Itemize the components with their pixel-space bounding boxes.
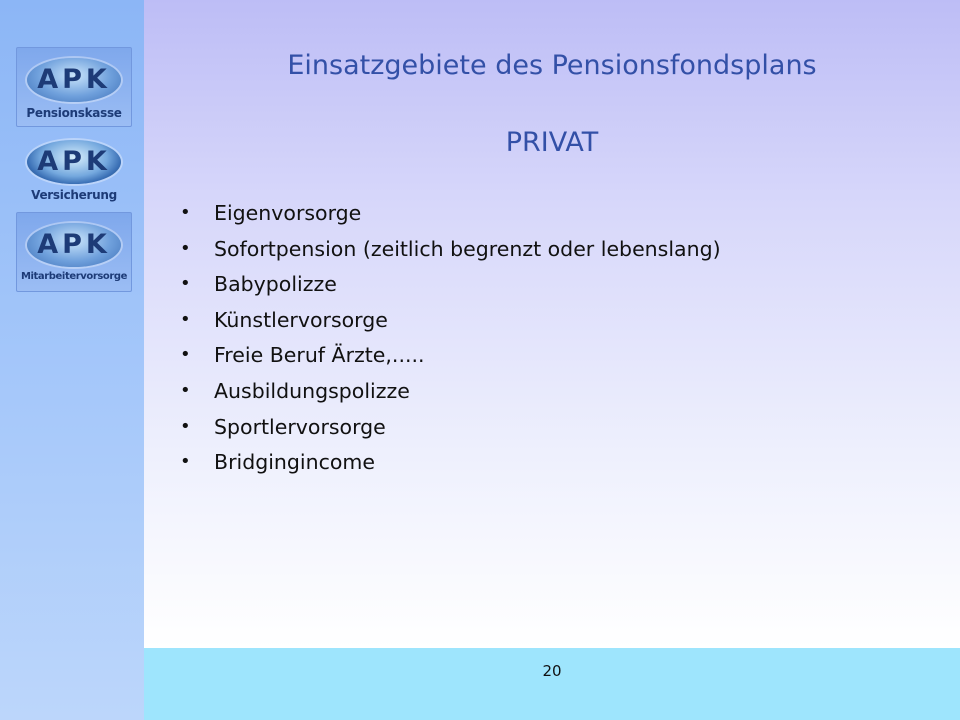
bullet-icon: • <box>180 344 191 366</box>
logo-apk-pensionskasse <box>16 47 132 127</box>
logo-oval <box>27 223 121 267</box>
bullet-icon: • <box>180 237 191 259</box>
bullet-list <box>180 198 721 483</box>
logo-letters: APK <box>37 64 111 95</box>
bullet-icon: • <box>180 451 191 473</box>
logo-oval <box>27 58 121 102</box>
bullet-icon: • <box>180 202 191 223</box>
bullet-icon: • <box>180 308 191 330</box>
bullet-text: Ausbildungspolizze <box>214 378 410 403</box>
bullet-item <box>180 412 721 448</box>
bullet-item <box>180 198 721 234</box>
logo-apk-versicherung <box>16 130 132 210</box>
bullet-icon: • <box>180 273 191 295</box>
slide-title: Einsatzgebiete des Pensionsfondsplans <box>287 50 817 81</box>
bullet-item <box>180 376 721 412</box>
bullet-text: Eigenvorsorge <box>214 201 362 225</box>
bullet-item <box>180 305 721 341</box>
bullet-icon: • <box>180 379 191 401</box>
bullet-text: Babypolizze <box>214 272 337 297</box>
logo-letters: APK <box>37 146 111 177</box>
bullet-icon: • <box>180 415 191 437</box>
logo-subtitle: Mitarbeitervorsorge <box>20 271 128 282</box>
page-number: 20 <box>542 662 562 680</box>
logo-letters: APK <box>37 229 111 260</box>
slide-subtitle: PRIVAT <box>505 127 599 158</box>
footer-bar <box>144 648 960 720</box>
bullet-text: Bridgingincome <box>214 450 375 475</box>
bullet-text: Sofortpension (zeitlich begrenzt oder lebenslang) <box>214 236 721 261</box>
bullet-item <box>180 340 721 376</box>
bullet-item <box>180 269 721 305</box>
logo-apk-mitarbeitervorsorge <box>16 212 132 292</box>
sidebar-panel <box>0 0 144 720</box>
logo-subtitle: Pensionskasse <box>26 106 122 120</box>
bullet-text: Sportlervorsorge <box>214 414 386 439</box>
bullet-text: Künstlervorsorge <box>214 307 388 332</box>
logo-subtitle: Versicherung <box>31 188 117 202</box>
bullet-item <box>180 447 721 483</box>
bullet-text: Freie Beruf Ärzte,..... <box>214 343 425 368</box>
bullet-item <box>180 234 721 270</box>
logo-oval <box>27 140 121 184</box>
